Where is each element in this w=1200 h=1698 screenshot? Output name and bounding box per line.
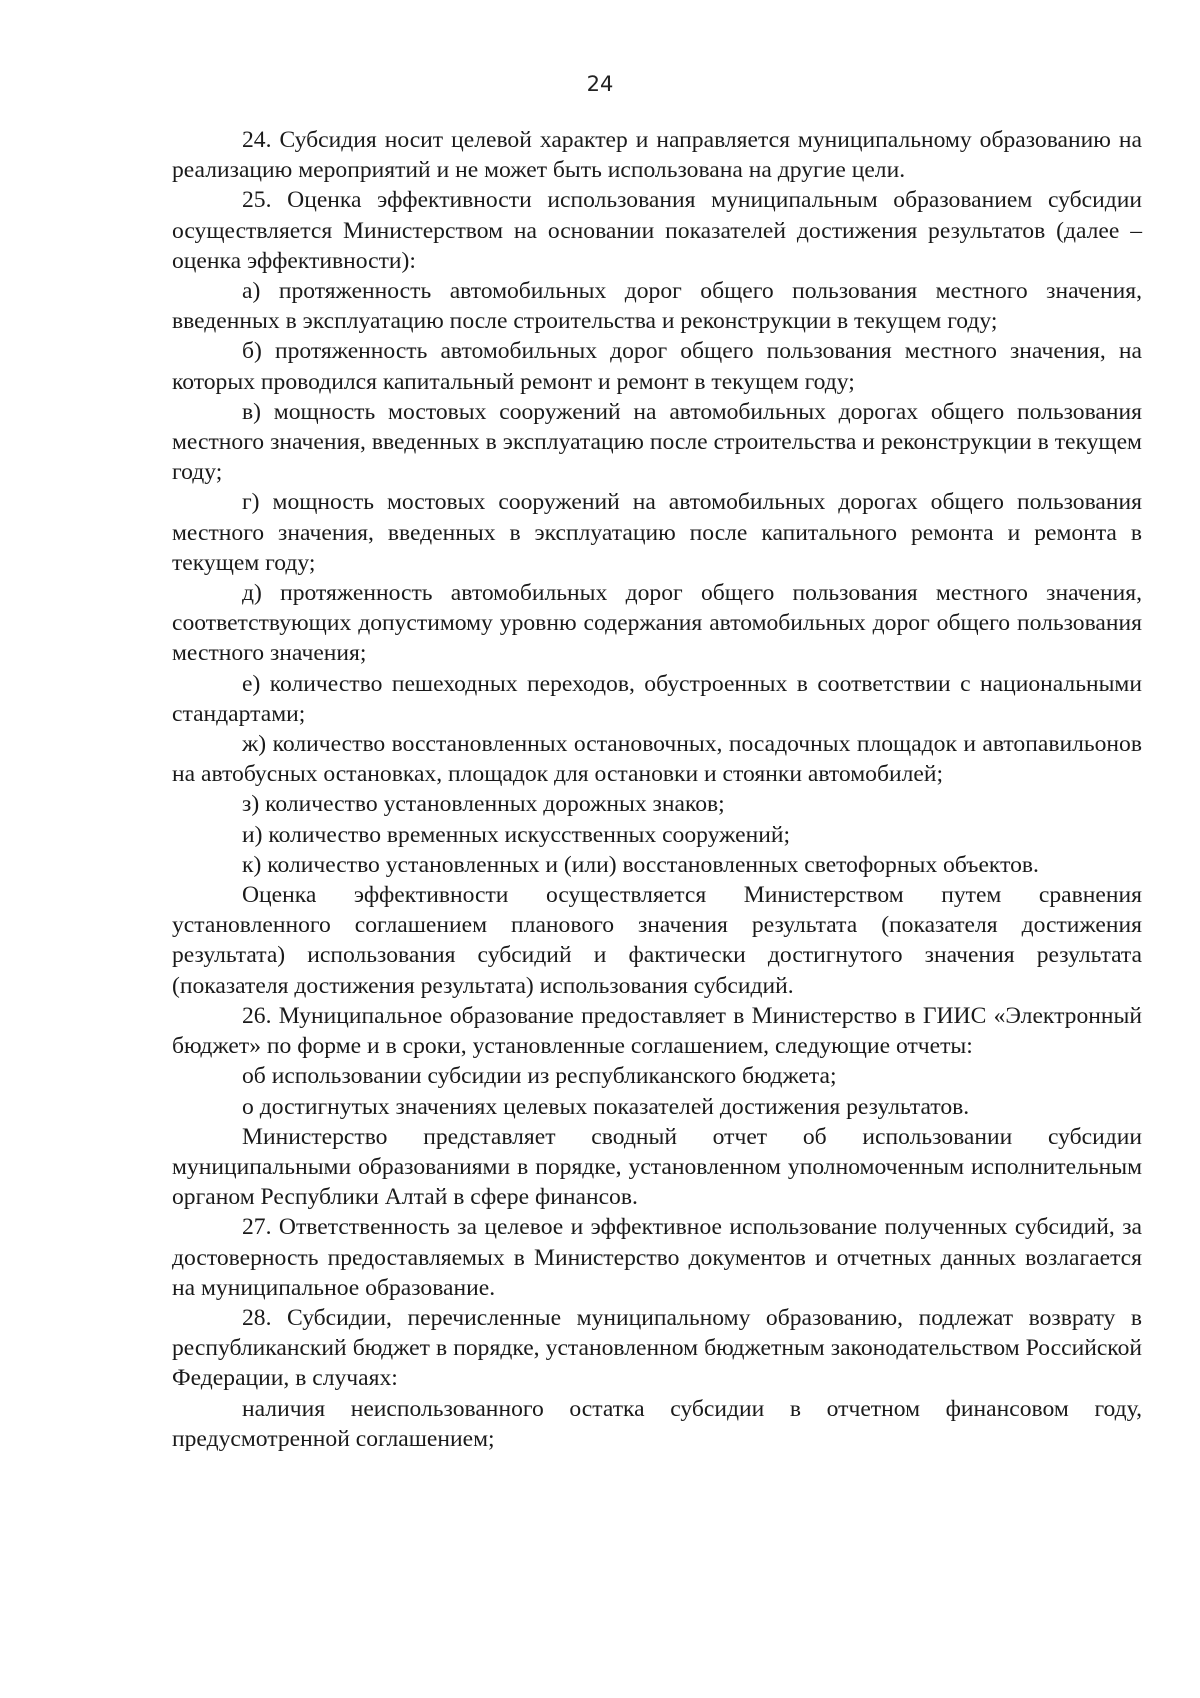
list-item-a: а) протяженность автомобильных дорог общего пользования местного значения, введенных в эксплуатацию после строительства и реконструкции в текущем году; [172, 278, 1142, 335]
document-body [172, 125, 1142, 1454]
list-item-v: в) мощность мостовых сооружений на автомобильных дорогах общего пользования местного значения, введенных в эксплуатацию после строительства и реконструкции в текущем году; [172, 398, 1142, 486]
paragraph-unused-balance: наличия неиспользованного остатка субсидии в отчетном финансовом году, предусмотренной соглашением; [172, 1395, 1142, 1452]
paragraph-25: 25. Оценка эффективности использования муниципальным образованием субсидии осуществляется Министерством на основании показателей достижения результатов (далее – оценка эффективности): [172, 187, 1142, 274]
page-number: 24 [586, 72, 614, 96]
list-item-g: г) мощность мостовых сооружений на автомобильных дорогах общего пользования местного значения, введенных в эксплуатацию после капитального ремонта и ремонта в текущем году; [172, 489, 1142, 576]
list-item-k: к) количество установленных и (или) восстановленных светофорных объектов. [242, 851, 1039, 878]
list-item-i: и) количество временных искусственных сооружений; [242, 821, 791, 848]
list-item-e: е) количество пешеходных переходов, обустроенных в соответствии с национальными стандартами; [172, 670, 1142, 727]
paragraph-ministry-report: Министерство представляет сводный отчет об использовании субсидии муниципальными образованиями в порядке, установленном уполномоченным исполнительным органом Республики Алтай в сфере финансов. [172, 1123, 1142, 1211]
paragraph-26: 26. Муниципальное образование предоставляет в Министерство в ГИИС «Электронный бюджет» по форме и в сроки, установленные соглашением, следующие отчеты: [172, 1002, 1142, 1060]
paragraph-evaluation: Оценка эффективности осуществляется Министерством путем сравнения установленного соглашением планового значения результата (показателя достижения результата) использования субсидий и фактически достигнутого значения результата (показателя достижения результата) использования субсидий. [172, 882, 1142, 999]
paragraph-28: 28. Субсидии, перечисленные муниципальному образованию, подлежат возврату в республиканский бюджет в порядке, установленном бюджетным законодательством Российской Федерации, в случаях: [172, 1304, 1142, 1392]
report-item-usage: об использовании субсидии из республиканского бюджета; [242, 1063, 837, 1090]
paragraph-24: 24. Субсидия носит целевой характер и направляется муниципальному образованию на реализацию мероприятий и не может быть использована на другие цели. [172, 127, 1142, 184]
report-item-targets: о достигнутых значениях целевых показателей достижения результатов. [242, 1093, 970, 1120]
paragraph-27: 27. Ответственность за целевое и эффективное использование полученных субсидий, за достоверность предоставляемых в Министерство документов и отчетных данных возлагается на муниципальное образование. [172, 1214, 1142, 1301]
list-item-zh: ж) количество восстановленных остановочных, посадочных площадок и автопавильонов на автобусных остановках, площадок для остановки и стоянки автомобилей; [172, 731, 1142, 788]
list-item-b: б) протяженность автомобильных дорог общего пользования местного значения, на которых проводился капитальный ремонт и ремонт в текущем году; [172, 338, 1142, 395]
list-item-d: д) протяженность автомобильных дорог общего пользования местного значения, соответствующих допустимому уровню содержания автомобильных дорог общего пользования местного значения; [172, 580, 1142, 667]
list-item-z: з) количество установленных дорожных знаков; [242, 791, 725, 818]
